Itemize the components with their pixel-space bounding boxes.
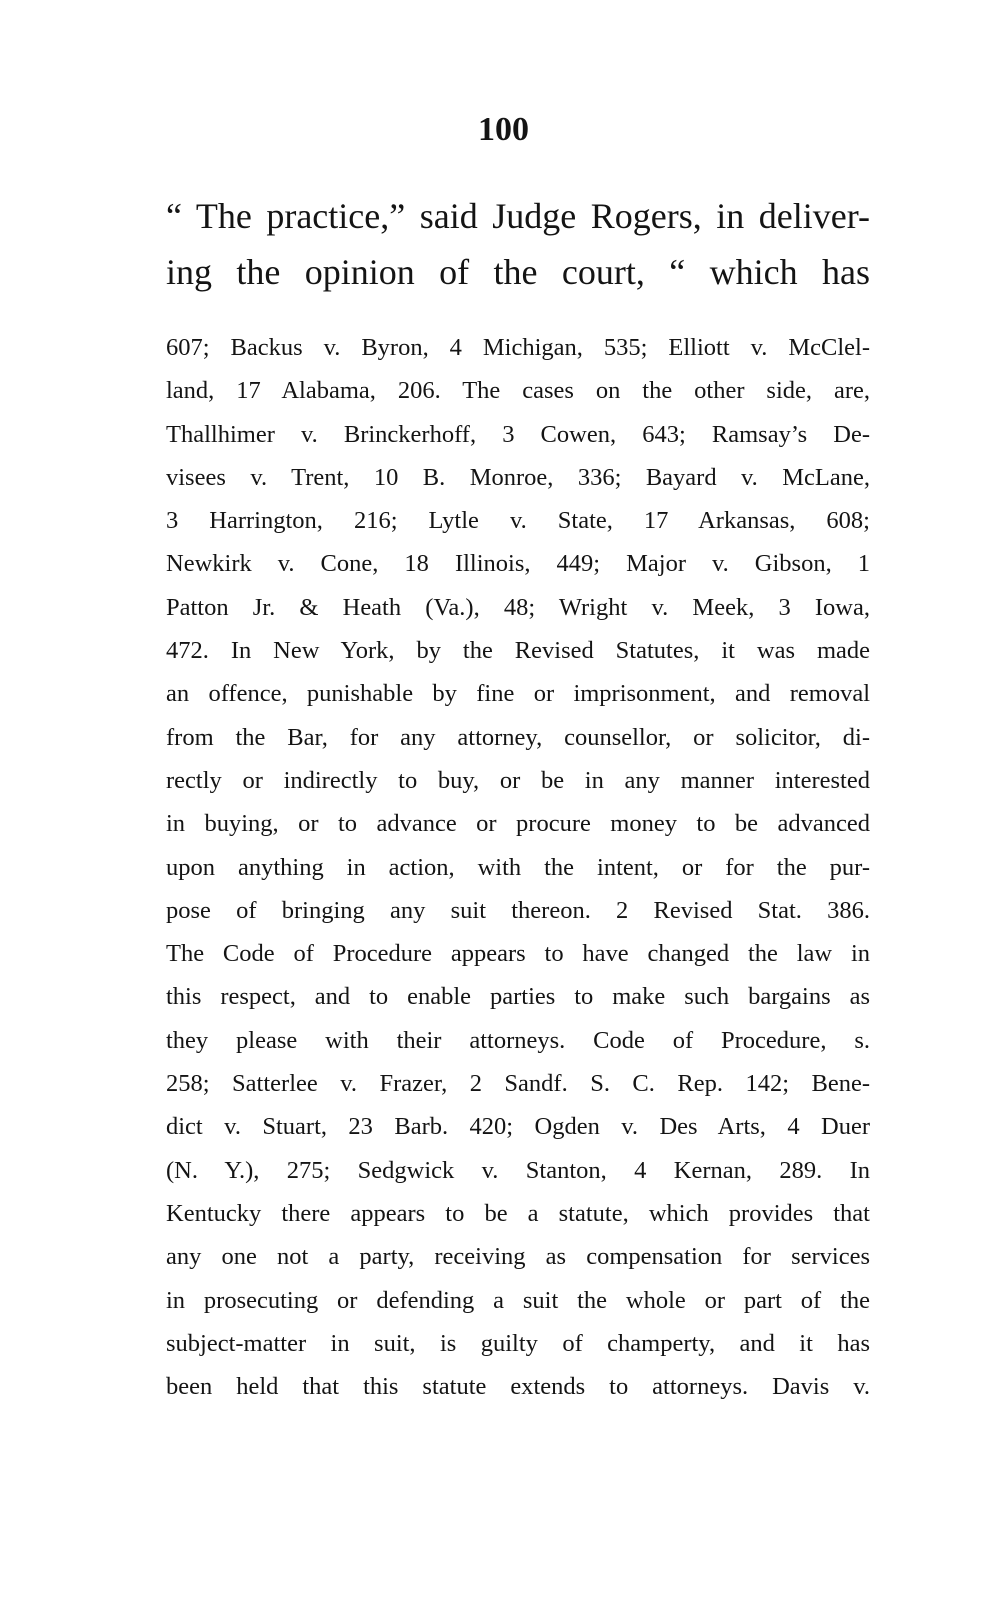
footnote-line: 258; Satterlee v. Frazer, 2 Sandf. S. C. Rep. 142; Bene- [166,1070,870,1098]
footnote-line: land, 17 Alabama, 206. The cases on the other side, are, [166,377,870,405]
footnote-line: dict v. Stuart, 23 Barb. 420; Ogden v. Des Arts, 4 Duer [166,1113,870,1141]
footnote-line: 3 Harrington, 216; Lytle v. State, 17 Arkansas, 608; [166,507,870,535]
footnote-line: Thallhimer v. Brinckerhoff, 3 Cowen, 643; Ramsay’s De- [166,420,870,448]
footnote-text [166,326,870,1408]
body-line: “ The practice,” said Judge Rogers, in deliver- [166,196,870,236]
footnote-line: 607; Backus v. Byron, 4 Michigan, 535; Elliott v. McClel- [166,334,870,361]
footnote-line: Kentucky there appears to be a statute, which provides that [166,1199,870,1227]
footnote-line: Patton Jr. & Heath (Va.), 48; Wright v. Meek, 3 Iowa, [166,593,870,621]
body-line: ing the opinion of the court, “ which has [166,252,870,292]
footnote-line: subject-matter in suit, is guilty of champerty, and it has [166,1329,870,1357]
body-text [166,188,870,300]
footnote-line: in prosecuting or defending a suit the whole or part of the [166,1286,870,1314]
footnote-line: Newkirk v. Cone, 18 Illinois, 449; Major v. Gibson, 1 [166,550,870,578]
footnote-line: they please with their attorneys. Code of Procedure, s. [166,1026,870,1054]
footnote-line: any one not a party, receiving as compensation for services [166,1243,870,1271]
footnote-line: (N. Y.), 275; Sedgwick v. Stanton, 4 Kernan, 289. In [166,1156,870,1184]
footnote-line: an offence, punishable by fine or imprisonment, and removal [166,680,870,708]
footnote-line: visees v. Trent, 10 B. Monroe, 336; Bayard v. McLane, [166,463,870,491]
footnote-line: 472. In New York, by the Revised Statutes, it was made [166,637,870,665]
footnote-line: The Code of Procedure appears to have changed the law in [166,940,870,968]
footnote-line: from the Bar, for any attorney, counsellor, or solicitor, di- [166,723,870,751]
footnote-line: upon anything in action, with the intent, or for the pur- [166,853,870,881]
footnote-line: in buying, or to advance or procure money to be advanced [166,810,870,838]
page-number: 100 [478,111,529,148]
footnote-line: this respect, and to enable parties to make such bargains as [166,983,870,1011]
footnote-line: been held that this statute extends to attorneys. Davis v. [166,1373,870,1401]
footnote-line: rectly or indirectly to buy, or be in any manner interested [166,766,870,794]
footnote-line: pose of bringing any suit thereon. 2 Revised Stat. 386. [166,896,870,924]
